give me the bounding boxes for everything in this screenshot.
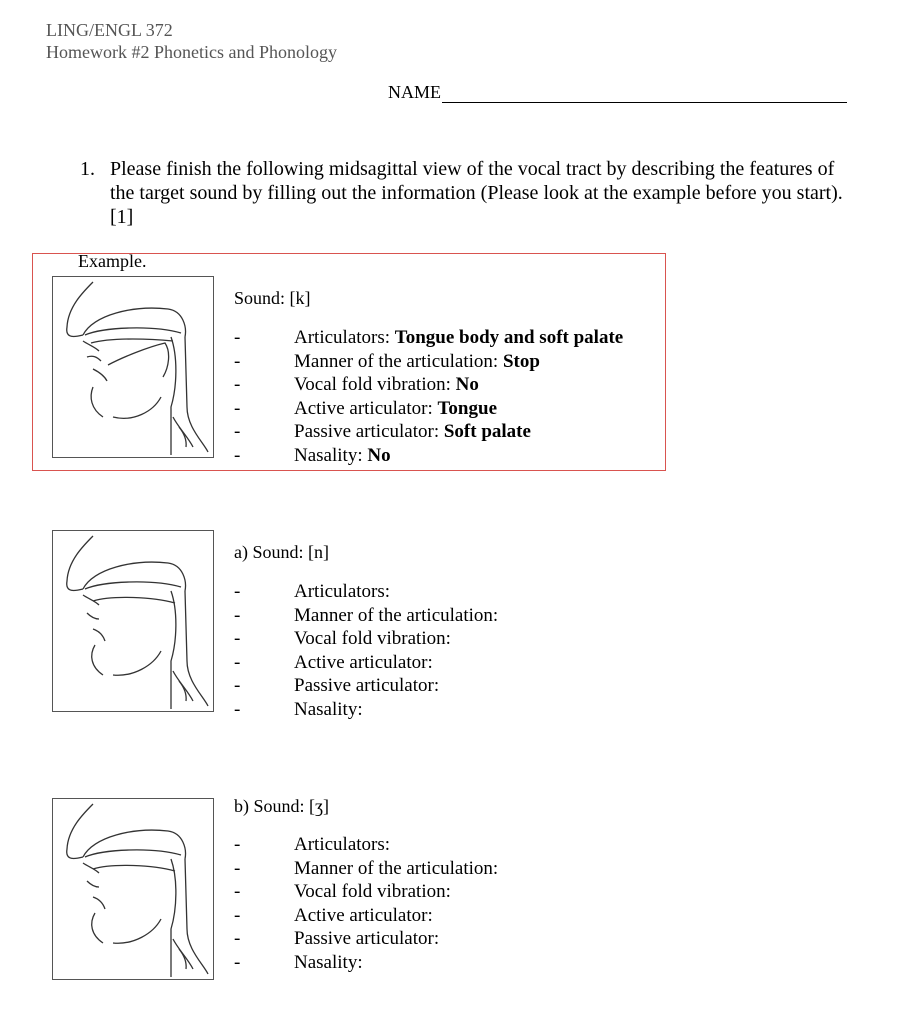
question-number: 1. bbox=[80, 158, 95, 180]
feature-nasality[interactable]: - Nasality: bbox=[234, 698, 363, 720]
item-a-feature-list bbox=[234, 580, 498, 722]
feature-passive-articulator[interactable]: - Passive articulator: bbox=[234, 928, 440, 950]
example-sound-label: Sound: [k] bbox=[234, 288, 311, 308]
vocal-tract-k-illustration bbox=[53, 277, 213, 457]
course-code: LING/ENGL 372 bbox=[46, 20, 173, 40]
vocal-tract-diagram-a bbox=[52, 530, 214, 712]
feature-manner[interactable]: - Manner of the articulation: bbox=[234, 604, 499, 626]
feature-articulators[interactable]: - Articulators: bbox=[234, 581, 391, 602]
feature-articulators: - Articulators: Tongue body and soft palate bbox=[234, 327, 624, 348]
feature-passive-articulator[interactable]: - Passive articulator: bbox=[234, 675, 440, 697]
item-b-sound-label: b) Sound: [ʒ] bbox=[234, 796, 329, 816]
feature-passive-articulator: - Passive articulator: Soft palate bbox=[234, 421, 531, 443]
feature-voicing: - Vocal fold vibration: No bbox=[234, 374, 479, 396]
name-field bbox=[388, 82, 847, 103]
feature-voicing[interactable]: - Vocal fold vibration: bbox=[234, 881, 451, 903]
feature-articulators[interactable]: - Articulators: bbox=[234, 834, 391, 855]
vocal-tract-zh-illustration bbox=[53, 799, 213, 979]
example-feature-list bbox=[234, 326, 623, 468]
feature-nasality: - Nasality: No bbox=[234, 444, 391, 466]
feature-active-articulator[interactable]: - Active articulator: bbox=[234, 904, 433, 926]
feature-voicing[interactable]: - Vocal fold vibration: bbox=[234, 628, 451, 650]
feature-active-articulator[interactable]: - Active articulator: bbox=[234, 651, 433, 673]
feature-active-articulator: - Active articulator: Tongue bbox=[234, 397, 497, 419]
feature-manner: - Manner of the articulation: Stop bbox=[234, 350, 540, 372]
feature-manner[interactable]: - Manner of the articulation: bbox=[234, 857, 499, 879]
question-1 bbox=[80, 157, 850, 229]
homework-title: Homework #2 Phonetics and Phonology bbox=[46, 42, 337, 62]
name-label: NAME bbox=[388, 82, 441, 102]
example-label: Example. bbox=[78, 251, 147, 271]
item-b-feature-list bbox=[234, 833, 498, 975]
vocal-tract-diagram-b bbox=[52, 798, 214, 980]
vocal-tract-diagram-example bbox=[52, 276, 214, 458]
item-a-sound-label: a) Sound: [n] bbox=[234, 542, 329, 562]
name-blank-line[interactable] bbox=[442, 85, 847, 103]
feature-nasality[interactable]: - Nasality: bbox=[234, 951, 363, 973]
vocal-tract-n-illustration bbox=[53, 531, 213, 711]
question-text: Please finish the following midsagittal view of the vocal tract by describing the features of the target sound by filling out the information (Please look at the example before you start). [1] bbox=[110, 158, 843, 228]
